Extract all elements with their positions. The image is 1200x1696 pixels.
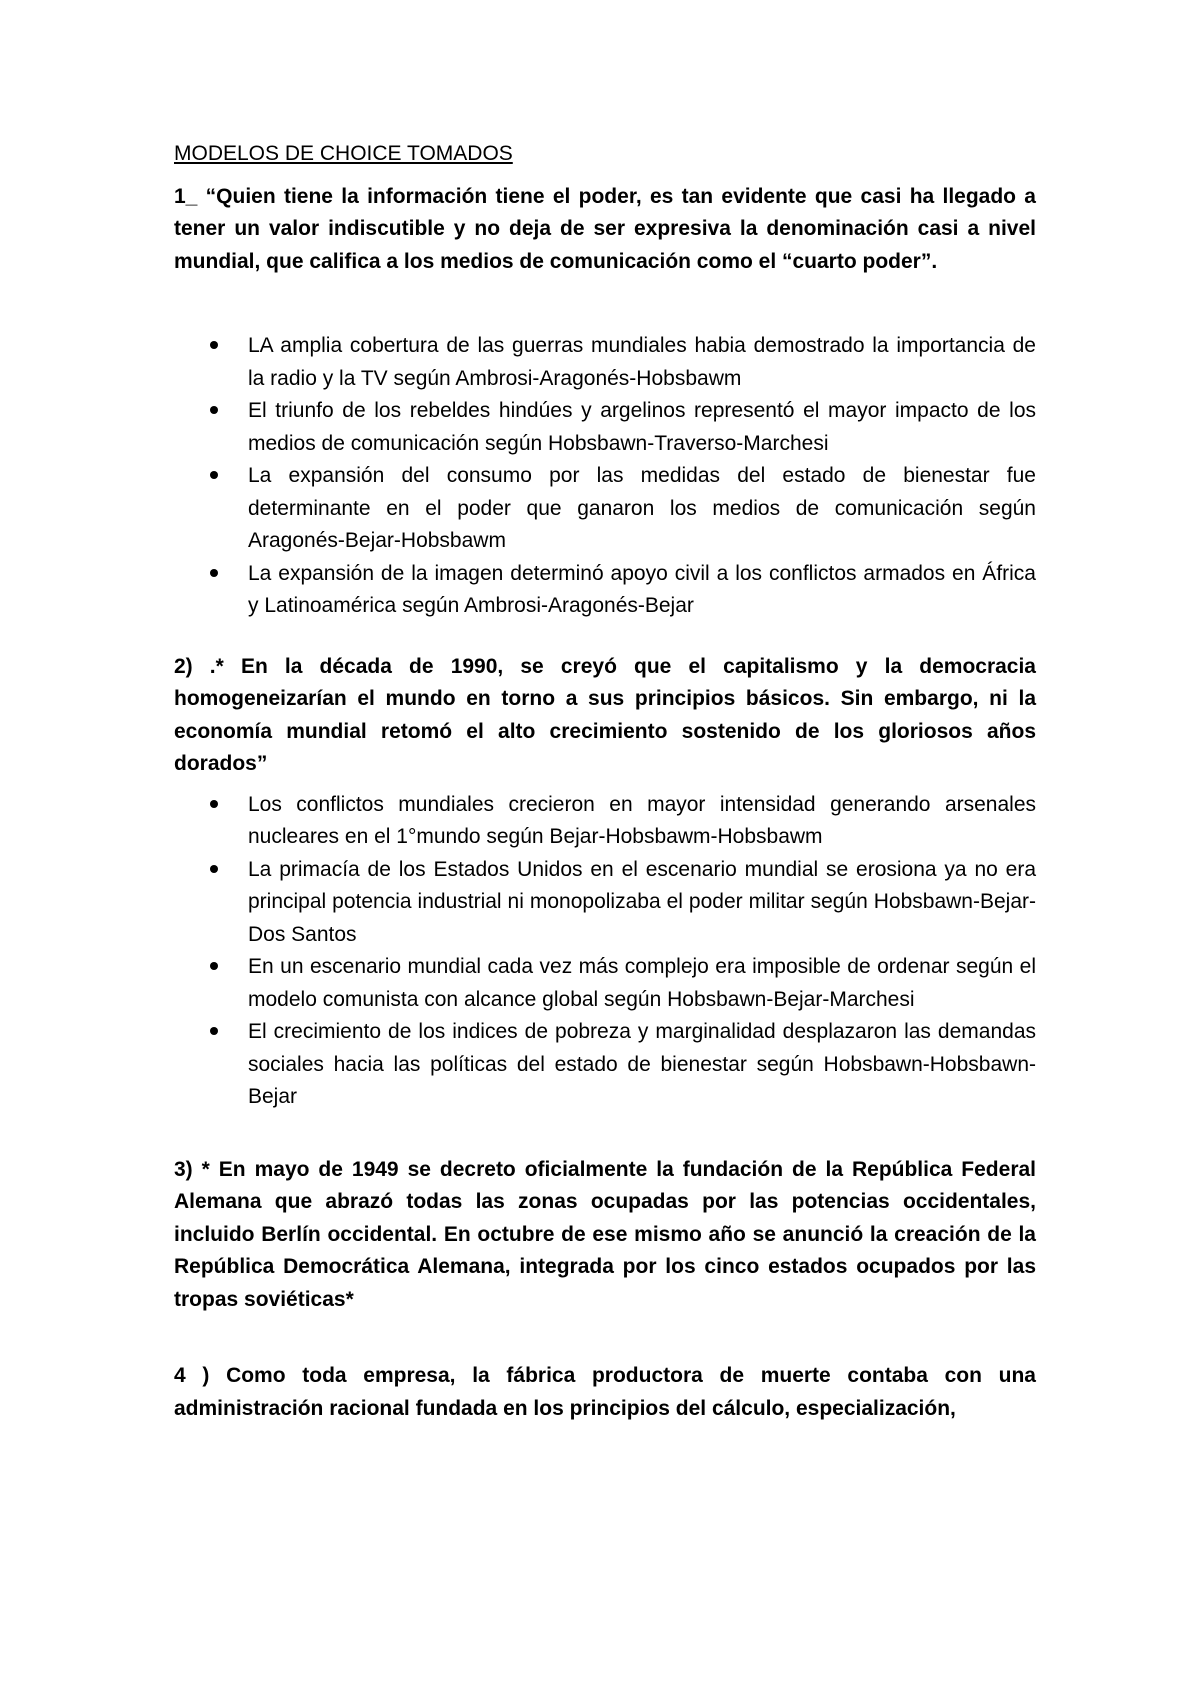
question-4-text: 4 ) Como toda empresa, la fábrica productora de muerte contaba con una administración racional fundada en los principios del cálculo, especialización, <box>174 1364 1036 1420</box>
bullet-icon <box>210 406 218 414</box>
bullet-icon <box>210 341 218 349</box>
question-2-option-4 <box>248 1016 1036 1114</box>
option-text: En un escenario mundial cada vez más complejo era imposible de ordenar según el modelo comunista con alcance global según Hobsbawn-Bejar-Marchesi <box>248 955 1036 1011</box>
option-text: El triunfo de los rebeldes hindúes y argelinos representó el mayor impacto de los medios de comunicación según Hobsbawn-Traverso-Marchesi <box>248 399 1036 455</box>
question-2-options <box>174 789 1036 1114</box>
bullet-icon <box>210 865 218 873</box>
question-1-option-4 <box>248 558 1036 623</box>
bullet-icon <box>210 569 218 577</box>
document-title: MODELOS DE CHOICE TOMADOS <box>174 142 513 165</box>
option-text: LA amplia cobertura de las guerras mundiales habia demostrado la importancia de la radio y la TV según Ambrosi-Aragonés-Hobsbawm <box>248 334 1036 390</box>
question-1-option-3 <box>248 460 1036 558</box>
question-2-option-2 <box>248 854 1036 952</box>
question-2-option-1 <box>248 789 1036 854</box>
option-text: La expansión del consumo por las medidas del estado de bienestar fue determinante en el poder que ganaron los medios de comunicación según Aragonés-Bejar-Hobsbawm <box>248 464 1036 552</box>
bullet-icon <box>210 1027 218 1035</box>
option-text: Los conflictos mundiales crecieron en mayor intensidad generando arsenales nucleares en el 1°mundo según Bejar-Hobsbawm-Hobsbawm <box>248 792 1036 848</box>
question-1-text: 1_ “Quien tiene la información tiene el poder, es tan evidente que casi ha llegado a tener un valor indiscutible y no deja de ser expresiva la denominación casi a nivel mundial, que califica a los medios de comunicación como el “cuarto poder”. <box>174 184 1036 273</box>
option-text: La primacía de los Estados Unidos en el escenario mundial se erosiona ya no era principal potencia industrial ni monopolizaba el poder militar según Hobsbawn-Bejar-Dos Santos <box>248 857 1036 946</box>
bullet-icon <box>210 800 218 808</box>
question-1-option-1 <box>248 330 1036 395</box>
question-2-option-3 <box>248 951 1036 1016</box>
bullet-icon <box>210 471 218 479</box>
question-2-text: 2) .* En la década de 1990, se creyó que el capitalismo y la democracia homogeneizarían el mundo en torno a sus principios básicos. Sin embargo, ni la economía mundial retomó el alto crecimiento sostenido de los gloriosos años dorados” <box>174 654 1036 775</box>
option-text: La expansión de la imagen determinó apoyo civil a los conflictos armados en África y Latinoamérica según Ambrosi-Aragonés-Bejar <box>248 561 1036 617</box>
question-1-options <box>174 330 1036 623</box>
question-3-text: 3) * En mayo de 1949 se decreto oficialmente la fundación de la República Federal Alemana que abrazó todas las zonas ocupadas por las potencias occidentales, incluido Berlín occidental. En octubre de ese mismo año se anunció la creación de la República Democrática Alemana, integrada por los cinco estados ocupados por las tropas soviéticas* <box>174 1157 1036 1311</box>
question-1-option-2 <box>248 395 1036 460</box>
document-page <box>174 138 1036 1425</box>
bullet-icon <box>210 962 218 970</box>
option-text: El crecimiento de los indices de pobreza y marginalidad desplazaron las demandas sociales hacia las políticas del estado de bienestar según Hobsbawn-Hobsbawn-Bejar <box>248 1020 1036 1108</box>
